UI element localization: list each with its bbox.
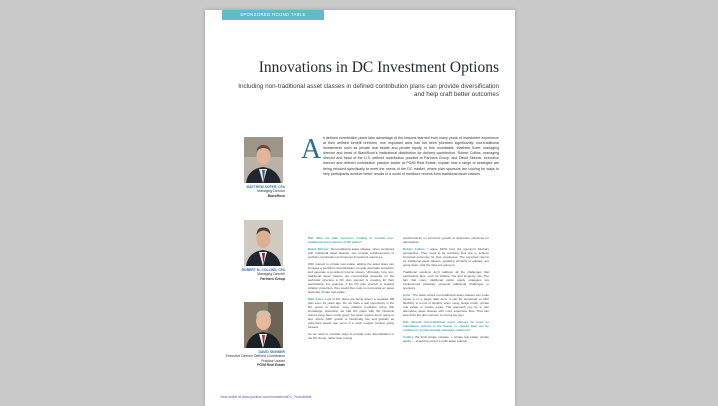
answer-paragraph (403, 335, 489, 343)
panelist-photo-skinner (244, 302, 283, 348)
panelist-caption-skinner (225, 350, 285, 367)
left-column (308, 236, 394, 343)
body-paragraph: predominantly on economic growth to determine outcomes for participants. (403, 236, 489, 244)
body-paragraph: So we need to consider ways to provide more diversification in the DC lineup, rather than relying (308, 332, 394, 340)
article-page (205, 10, 515, 406)
intro-paragraph: s defined contribution plans take advantage of the lessons learned from many years of investment experience at their defined benefit brethren, one important area has not been plumbed significantly: non-traditional investments such as private real estate and private equity. In this roundtable, Matthew Sofer, managing director and head of BlackRock's institutional distribution for defined contribution, Robert Collins, managing director and head of the U.S. defined contribution practice at Partners Group, and David Skinner, executive director and defined contribution practice leader at PGIM Real Estate, explain how a range of strategies are being retooled specifically to meet the needs of the DC market, where plan sponsors are looking for ways to help participants achieve better results in a world of mediocre returns from traditional asset classes. (323, 136, 499, 176)
panelist-company: BlackRock (267, 193, 285, 198)
answer-text: Non-traditional asset classes, when combined with traditional asset classes, can provide enhancements to portfolio construction and improve investment outcomes. (308, 247, 394, 259)
panelist-caption-collins (225, 268, 285, 281)
answer-text: We think private markets — private real estate, private equity — should be part of a multi-asset solution. (403, 335, 489, 343)
speaker-label: Matt Sofer: (308, 297, 325, 301)
answer-text: Lots of DC plans are being driven a separate DB plan even 10 years ago. Do we have a real opportunity in the DC space to deliver more efficient portfolios using that knowledge. Historical, we had DC plans with the historical returns have been pretty good, but given returns aren't going to last, where GDP growth is historically low and globally as retirement assets rise, we're in a much tougher position going forward. (308, 297, 394, 329)
panelist-photo-sofer (244, 137, 283, 183)
answer-paragraph (308, 247, 394, 259)
answer-paragraph (308, 297, 394, 329)
body-paragraph: Traditional solutions don't address all the challenges that participants face, such as inflation risk and longevity risk. The fact that many traditional public equity strategies are implemented passively presents additional challenges to sponsors. (403, 270, 489, 290)
panelist-role: Managing Director (257, 272, 285, 277)
speaker-label: Collins: (403, 335, 414, 339)
answer-text: The place where non-traditional asset classes can make sense is in a target date fund. It can be structured to offer flexibility in terms of liquidity when using hedge funds, private real estate or private equity. The approach can be to pair alternative asset classes with more expensive fees. That can help drive the plan sponsor to control fee fees. (403, 293, 489, 317)
question: P&I: Should non-traditional asset classes be used as standalone options in the lineup, or should their use be confined to professionally managed solutions? (403, 320, 489, 332)
panelist-name: MATTHEW SOFER, CFA (246, 185, 285, 189)
panelist-company: PGIM Real Estate (257, 362, 285, 367)
answer-paragraph (403, 247, 489, 267)
answer-paragraph (403, 293, 489, 317)
article-subtitle: Including non-traditional asset classes in defined contribution plans can provide diversification and help craft better outcomes (238, 83, 499, 98)
speaker-label: Robert Collins: (403, 247, 426, 251)
drop-cap: A (301, 134, 322, 165)
panelist-role: Managing Director (257, 189, 285, 194)
footer-link[interactable]: View online at www.pionline.com/InnovationsDC_Roundtable (220, 395, 312, 399)
panelist-name: ROBERT M. COLLINS, CFA (241, 268, 285, 272)
section-tab: SPONSORED ROUND TABLE (222, 10, 324, 20)
panelist-role: Executive Director Defined Contribution Practice Leader (225, 354, 285, 363)
panelist-name: DAVID SKINNER (258, 350, 285, 354)
article-title: Innovations in DC Investment Options (258, 59, 499, 76)
right-column (403, 236, 489, 346)
speaker-label: David Skinner: (308, 247, 330, 251)
body-paragraph: With respect to private real estate, adding the asset class can increase a portfolio's diversification, provide downside protection and generate a consistent income stream. Ultimately, how non-traditional asset classes are incorporated depends on the particular structure a DC plan sponsor is creating for their participants. For example, if the DC plan sponsor is seeking inflation protection, they would then look to incorporate an asset class like private real estate. (308, 262, 394, 294)
speaker-label: Sofer: (403, 293, 412, 297)
answer-text: I agree 100% from the sponsor's fiduciary perspective. They need to be revisiting their are to achieve improved outcomes for their employees. The expected returns for traditional asset classes, speaking primarily to equities, are going down. And the risks are going up. (403, 247, 489, 267)
panelist-photo-collins (244, 220, 283, 266)
panelist-company: Partners Group (260, 276, 285, 281)
panelist-caption-sofer (225, 185, 285, 198)
question: P&I: Why are plan sponsors looking to include non-traditional asset classes in DC plans? (308, 236, 394, 244)
